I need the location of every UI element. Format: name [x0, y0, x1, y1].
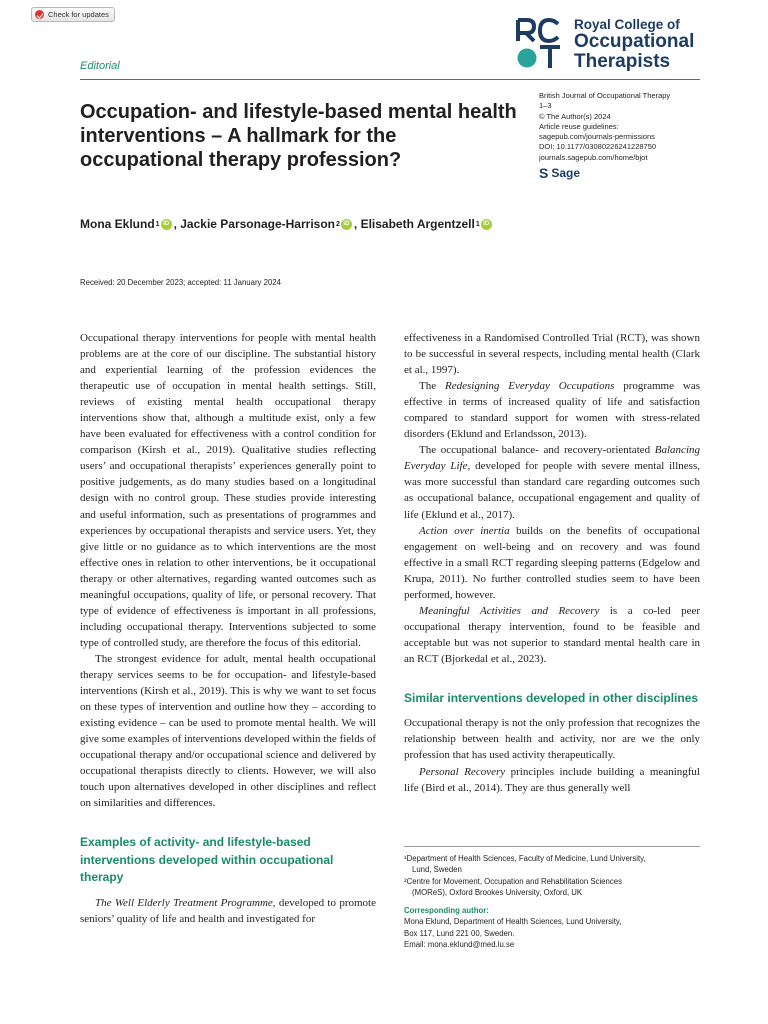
check-for-updates-label: Check for updates	[48, 10, 109, 19]
author-affiliation: 1	[155, 220, 160, 228]
paragraph: Occupational therapy interventions for people with mental health problems are at the core of our discipline. The substantial history and experiential learning of the profession evidences the therapeutic use of occupation in mental health settings. Still, reviews of existing mental health occupational therapy interventions show that, although a multitude exist, only a few have been evaluated for effectiveness with a control condition for comparison (Kirsh et al., 2019). Qualitative studies reflecting users’ and occupational therapists’ experiences generally point to positive judgements, as do many studies based on a longitudinal design with no control group. These studies provide interesting and useful information, such as presentations of programmes and experiences by occupational therapists and service users. Yet, they give little or no guidance as to which interventions are the most effective ones in relation to other interventions, be it occupational therapy or other alternatives, regarding wanted outcomes such as meaningful occupations, quality of life, or personal recovery. That type of evidence of effectiveness is important in all professions, including occupational therapy. Interventions subjected to some type of controlled study, are therefore the focus of this editorial.	[80, 332, 376, 649]
paragraph: Occupational therapy is not the only profession that recognizes the relationship between health and activity, nor are we the only profession that has used activity therapeutically.	[404, 717, 700, 762]
doi[interactable]: DOI: 10.1177/03080226241228750	[539, 142, 657, 152]
author-affiliation: 2	[336, 220, 340, 228]
body-column-left	[80, 330, 376, 927]
reuse-guidelines-label: Article reuse guidelines:	[539, 121, 619, 131]
paragraph: Personal Recovery principles include building a meaningful life (Bird et al., 2014). They are thus generally well	[404, 765, 700, 794]
journal-metadata	[539, 91, 670, 163]
paragraph: The Well Elderly Treatment Programme, developed to promote seniors’ quality of life and health and investigated for	[80, 896, 376, 925]
publisher-logo	[539, 165, 580, 181]
journal-homepage-link[interactable]: journals.sagepub.com/home/bjot	[539, 152, 648, 162]
footnotes	[404, 853, 704, 950]
rcot-logo-icon	[516, 18, 562, 70]
publisher-name: Sage	[551, 166, 581, 180]
check-updates-icon	[35, 10, 44, 19]
corresponding-author-label: Corresponding author:	[404, 906, 489, 916]
logo-line-1: Royal College of	[574, 17, 680, 32]
paragraph: The strongest evidence for adult, mental health occupational therapy services seems to be for occupation- and lifestyle-based interventions (Kirsh et al., 2019). This is why we want to set focus on these types of intervention and outline how they – according to existing evidence – can be used to promote mental health. We will give some examples of interventions developed within the fields of occupational therapy and/or occupational science and delivered by occupational therapists directly to clients. However, we will also touch upon alternatives developed in other disciplines and reflect on similarities and differences.	[80, 652, 376, 810]
author-affiliation: 1	[475, 220, 480, 228]
logo-line-3: Therapists	[574, 51, 671, 73]
paragraph: The Redesigning Everyday Occupations programme was effective in terms of increased quality of life and satisfaction compared to standard support for women with stress-related disorders (Eklund and Erlandsson, 2013).	[404, 380, 700, 441]
programme-name: Action over inertia	[419, 524, 510, 537]
paragraph: Action over inertia builds on the benefits of occupational engagement on well-being and on recovery and was found effective in a small RCT regarding sleeping patterns (Edgelow and Krupa, 2011). No further controlled studies seem to have been performed, however.	[404, 524, 701, 601]
programme-name: Redesigning Everyday Occupations	[445, 380, 615, 393]
received-date: Received: 20 December 2023; accepted: 11 January 2024	[80, 278, 281, 287]
header-divider	[80, 79, 700, 80]
affiliation-footnote: ²Centre for Movement, Occupation and Rehabilitation Sciences (MOReS), Oxford Brookes University, Oxford, UK	[404, 876, 622, 897]
corresponding-author-address: Box 117, Lund 221 00, Sweden.	[404, 928, 515, 938]
section-label: Editorial	[80, 60, 120, 72]
article-title: Occupation- and lifestyle-based mental health interventions – A hallmark for the occupational therapy profession?	[80, 101, 517, 171]
check-for-updates-button[interactable]	[31, 7, 115, 22]
orcid-icon[interactable]: iD	[161, 219, 172, 230]
sage-s-icon: S	[539, 165, 549, 181]
page-range: 1–3	[539, 101, 552, 111]
section-heading: Examples of activity- and lifestyle-based interventions developed within occupational therapy	[80, 835, 334, 885]
orcid-icon[interactable]: iD	[341, 219, 352, 230]
corresponding-author-address: Mona Eklund, Department of Health Sciences, Lund University,	[404, 917, 622, 927]
paragraph: The occupational balance- and recovery-orientated Balancing Everyday Life, developed for people with severe mental illness, was more successful than standard care regarding outcomes such as occupational balance, occupational engagement and quality of life (Eklund et al., 2017).	[404, 444, 700, 521]
copyright: © The Author(s) 2024	[539, 111, 611, 121]
logo-line-2: Occupational	[574, 31, 695, 53]
paragraph: effectiveness in a Randomised Controlled Trial (RCT), was shown to be successful in several respects, including mental health (Clark et al., 1997).	[404, 332, 700, 377]
permissions-link[interactable]: sagepub.com/journals-permissions	[539, 132, 655, 142]
author-name: Elisabeth Argentzell	[360, 217, 475, 231]
programme-name: Personal Recovery	[419, 765, 506, 778]
programme-name: Meaningful Activities and Recovery	[419, 604, 600, 617]
section-heading: Similar interventions developed in other disciplines	[404, 690, 699, 705]
programme-name: Balancing Everyday Life	[404, 444, 700, 473]
affiliation-footnote: ¹Department of Health Sciences, Faculty of Medicine, Lund University, Lund, Sweden	[404, 854, 646, 875]
orcid-icon[interactable]: iD	[481, 219, 492, 230]
paragraph: Meaningful Activities and Recovery is a co-led peer occupational therapy intervention, found to be feasible and acceptable but was not superior to standard mental health care in an RCT (Bjorkedal et al., 2023).	[404, 604, 700, 665]
corresponding-author-email[interactable]: Email: mona.eklund@med.lu.se	[404, 940, 515, 950]
author-name: Jackie Parsonage-Harrison	[180, 217, 335, 231]
author-list: Mona Eklund 1 iD , Jackie Parsonage-Harrison 2 iD , Elisabeth Argentzell 1 iD	[80, 217, 494, 231]
programme-name: The Well Elderly Treatment Programme	[95, 896, 273, 909]
body-column-right	[404, 330, 700, 796]
footnote-divider	[404, 846, 700, 847]
journal-name: British Journal of Occupational Therapy	[539, 91, 671, 100]
rcot-logo-text	[574, 18, 694, 72]
author-name: Mona Eklund	[80, 217, 155, 231]
